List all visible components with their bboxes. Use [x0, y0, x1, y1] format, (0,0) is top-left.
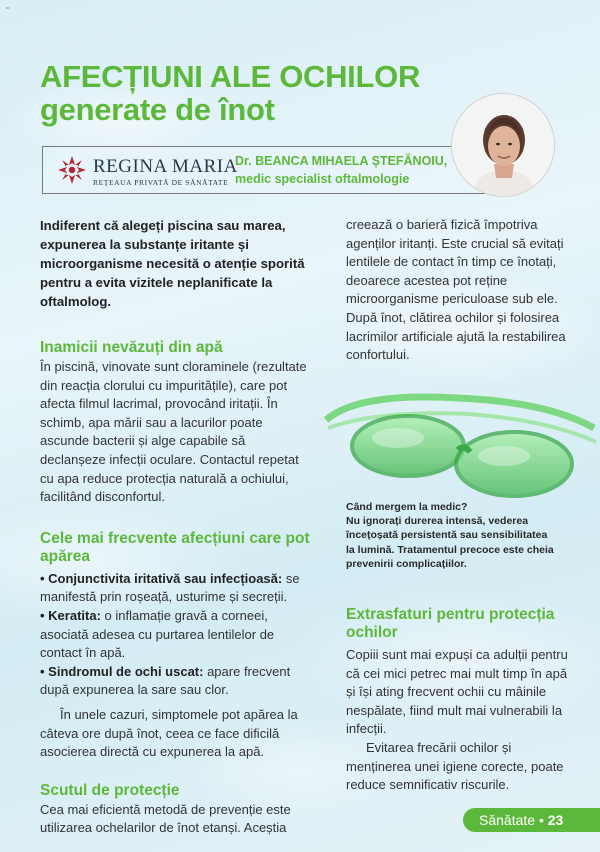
right-column-bottom [346, 606, 578, 795]
list-item [40, 663, 312, 700]
section-heading-inamicii: Inamicii nevăzuți din apă [40, 339, 223, 356]
regina-maria-logo [57, 153, 238, 189]
section-text-extrasfaturi-2: Evitarea frecării ochilor și menținerea unei igiene corecte, poate reduce semnificativ riscurile. [346, 739, 564, 793]
callout-text: Nu ignorați durerea intensă, vederea încețoșată persistentă sau sensibilitatea la lumină. Tratamentul precoce este cheia prevenirii complicațiilor. [346, 515, 554, 570]
doctor-role: medic specialist oftalmologie [235, 172, 410, 186]
title-line-2: generate de înot [40, 92, 275, 127]
page-number: 23 [547, 812, 564, 828]
list-item-text: se manifestă prin roșeață, usturime și secreții. [40, 570, 300, 605]
section-text-scutul: Cea mai eficientă metodă de prevenție este utilizarea ochelarilor de înot etanși. Aceștia [40, 801, 291, 836]
doctor-portrait-image [452, 94, 555, 197]
logo-flower-icon [57, 155, 87, 185]
corner-mark: = [6, 6, 10, 12]
list-item-text: apare frecvent după expunerea la sare sau clor. [40, 663, 291, 698]
right-top-paragraph: creează o barieră fizică împotriva agenților iritanți. Este crucial să evitați lentilele de contact în timp ce înotați, deoarece acestea pot reține microorganisme periculoase sub ele. După înot, clătirea ochilor și folosirea lacrimilor artificiale ajută la restabilirea confortului. [346, 217, 566, 363]
afectiuni-note: În unele cazuri, simptomele pot apărea la câteva ore după înot, ceea ce face dificilă asocierea directă cu expunerea la apă. [40, 706, 298, 760]
lead-paragraph: Indiferent că alegeți piscina sau marea, expunerea la substanțe iritante și microorganisme necesită o atenție sporită pentru a evita vizitele neplanificate la oftalmolog. [40, 218, 305, 309]
list-item [40, 607, 312, 663]
list-item-term: • Conjunctivita iritativă sau infecțioasă: [40, 570, 283, 586]
logo-name: REGINA MARIA [93, 156, 238, 177]
callout-question: Când mergem la medic? [346, 501, 468, 513]
afectiuni-list [40, 570, 312, 700]
list-item-text: o inflamație gravă a corneei, asociată adesea cu purtarea lentilelor de contact în apă. [40, 607, 275, 661]
list-item-term: • Sindromul de ochi uscat: [40, 663, 204, 679]
logo-subtitle: REȚEAUA PRIVATĂ DE SĂNĂTATE [93, 178, 229, 187]
section-heading-afectiuni: Cele mai frecvente afecțiuni care pot apărea [40, 529, 310, 565]
section-heading-extrasfaturi: Extrasfaturi pentru protecția ochilor [346, 606, 555, 641]
section-heading-scutul: Scutul de protecție [40, 781, 180, 799]
swim-goggles-image [318, 380, 600, 504]
right-column [346, 216, 578, 365]
section-text-inamicii: În piscină, vinovate sunt cloraminele (rezultate din reacția clorului cu impuritățile), care pot afecta filmul lacrimal, provocând iritații. În schimb, apa mării sau a lacurilor poate ascunde bacterii și alge capabile să declanșeze infecții oculare. Contactul repetat cu apa reduce protecția naturală a ochiului, facilitând disconfortul. [40, 359, 307, 505]
list-item [40, 570, 312, 607]
doctor-portrait [451, 93, 555, 197]
footer-section: Sănătate [479, 812, 536, 828]
page-title [40, 60, 420, 126]
callout-box [346, 500, 556, 571]
author-bar [42, 146, 504, 194]
page-footer-tag [463, 808, 600, 832]
section-text-extrasfaturi: Copiii sunt mai expuși ca adulții pentru că cei mici petrec mai mult timp în apă și își ating frecvent ochii cu mâinile nespălate, fiind mult mai vulnerabili la infecții. [346, 647, 568, 737]
footer-separator: • [535, 812, 548, 828]
title-line-1: AFECȚIUNI ALE OCHILOR [40, 59, 421, 94]
left-column [40, 216, 312, 838]
doctor-name: Dr. BEANCA MIHAELA ȘTEFĂNOIU, [235, 154, 448, 168]
list-item-term: • Keratita: [40, 607, 101, 623]
